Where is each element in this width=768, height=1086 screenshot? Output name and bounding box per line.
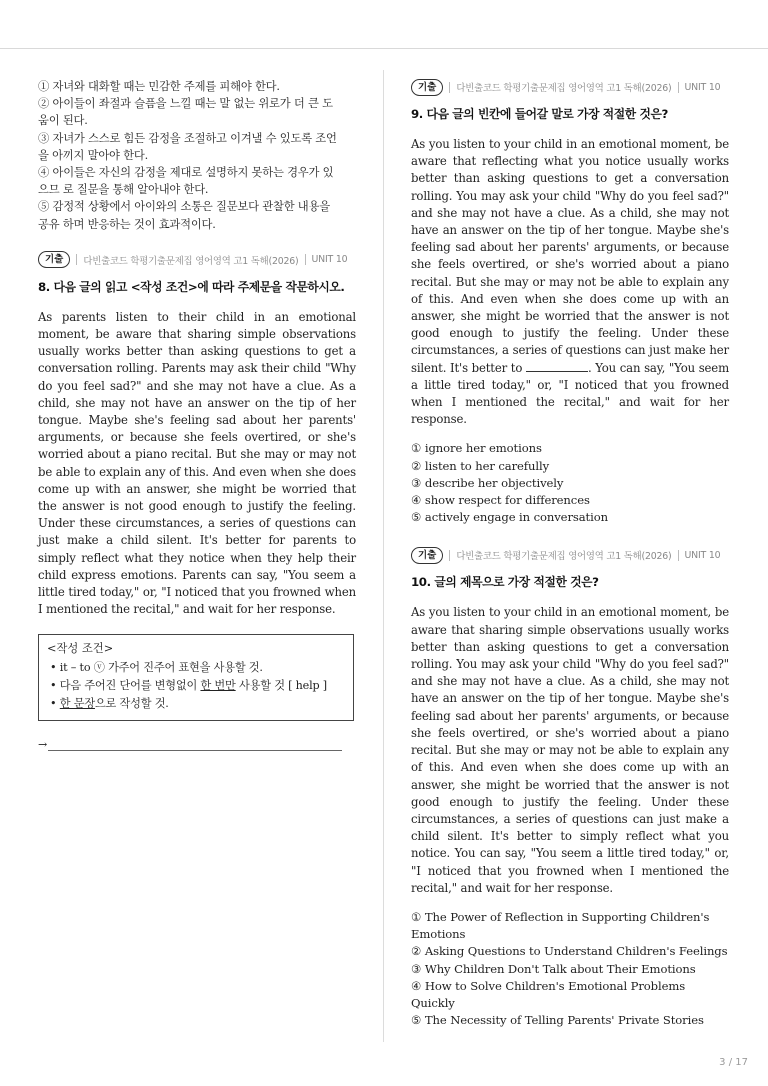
option-line: 을 아끼지 말아야 한다.	[38, 148, 148, 162]
condition-text: • 다음 주어진 단어를 변형없이	[50, 679, 201, 693]
question-title: 9. 다음 글의 빈칸에 들어갈 말로 가장 적절한 것은?	[411, 107, 668, 121]
page-number: 3 / 17	[719, 1057, 748, 1068]
past-exam-badge: 기출	[38, 251, 70, 268]
source-text: 다빈출코드 학평기출문제집 영어영역 고1 독해(2026)	[456, 551, 672, 563]
past-exam-badge: 기출	[411, 79, 443, 96]
option-line: ⑤ 감정적 상황에서 아이와의 소통은 질문보다 관찰한 내용을	[38, 200, 330, 214]
option-line: ② 아이들이 좌절과 슬픔을 느낄 때는 말 없는 위로가 더 큰 도	[38, 97, 333, 111]
past-exam-badge: 기출	[411, 547, 443, 564]
passage-text: . You can say, "You seem a little tired today," or, "I noticed that you frowned when I mentioned the recital," and wait for her response.	[411, 360, 730, 427]
condition-text: 사용할 것 [ help ]	[235, 679, 327, 693]
answer-option[interactable]: ④ How to Solve Children's Emotional Problems Quickly	[411, 978, 686, 1010]
source-line	[411, 78, 729, 96]
separator	[76, 254, 77, 265]
condition-underlined: 한 문장	[59, 697, 95, 711]
writing-conditions-box	[38, 634, 354, 721]
answer-option[interactable]: ② listen to her carefully	[411, 458, 550, 473]
source-line	[411, 546, 729, 564]
question-8	[38, 251, 356, 752]
separator	[305, 254, 306, 265]
condition-text: 으로 작성할 것.	[94, 697, 169, 711]
separator	[449, 82, 450, 93]
unit-label: UNIT 10	[684, 549, 721, 561]
column-divider	[383, 70, 384, 1042]
option-line: ④ 아이들은 자신의 감정을 제대로 설명하지 못하는 경우가 있	[38, 166, 334, 180]
condition-underlined: 한 번만	[200, 679, 236, 693]
answer-option[interactable]: ⑤ actively engage in conversation	[411, 510, 608, 525]
condition-text: •	[50, 697, 60, 711]
unit-label: UNIT 10	[684, 81, 721, 93]
arrow-icon: →	[38, 738, 48, 752]
separator	[678, 550, 679, 561]
answer-blank[interactable]	[48, 740, 342, 751]
source-text: 다빈출코드 학평기출문제집 영어영역 고1 독해(2026)	[456, 83, 672, 94]
separator	[449, 550, 450, 561]
question-9	[411, 78, 729, 526]
previous-question-options	[38, 78, 356, 233]
option-line: ③ 자녀가 스스로 힘든 감정을 조절하고 이겨낼 수 있도록 조언	[38, 131, 337, 145]
question-title: 8. 다음 글의 읽고 <작성 조건>에 따라 주제문을 작문하시오.	[38, 279, 345, 294]
passage-text: As you listen to your child in an emotional moment, be aware that reflecting what you notice usually works better than asking questions to get a conversation rolling. You may ask your child "Why do you feel sad?" and she may not have a clue. As a child, she may not have an answer on the tip of her tongue. Maybe she's feeling sad about her parents' arguments, or because she feels overtired, or she's worried about a piano recital. But she may or may not be able to explain any of this. And even when she does come up with an answer, she might be worried that the answer is not good enough to justify the feeling. Under these circumstances, a series of questions can just make her silent. It's better to	[411, 137, 729, 375]
answer-options	[411, 440, 729, 526]
conditions-title: <작성 조건>	[47, 642, 114, 656]
blank-line	[526, 360, 588, 372]
condition-item	[47, 695, 345, 713]
question-passage	[411, 136, 729, 428]
answer-option[interactable]: ① ignore her emotions	[411, 441, 542, 456]
option-line: 공유 하며 반응하는 것이 효과적이다.	[38, 217, 216, 231]
option-line: 움이 된다.	[38, 114, 88, 128]
question-title: 10. 글의 제목으로 가장 적절한 것은?	[411, 575, 599, 590]
answer-line[interactable]	[38, 739, 356, 751]
answer-option[interactable]: ① The Power of Reflection in Supporting Children's Emotions	[411, 909, 710, 942]
option-line: ① 자녀와 대화할 때는 민감한 주제를 피해야 한다.	[38, 80, 280, 93]
answer-options	[411, 909, 729, 1029]
condition-item	[47, 677, 345, 695]
question-10	[411, 546, 729, 1029]
option-line: 으므 로 질문을 통해 알아내야 한다.	[38, 183, 209, 197]
answer-option[interactable]: ⑤ The Necessity of Telling Parents' Private Stories	[411, 1013, 704, 1028]
unit-label: UNIT 10	[311, 254, 348, 266]
condition-item: • it – to ⓥ 가주어 진주어 표현을 사용할 것.	[50, 661, 263, 675]
answer-option[interactable]: ③ Why Children Don't Talk about Their Emotions	[411, 961, 696, 976]
separator	[678, 82, 679, 93]
header-rule	[0, 48, 768, 49]
answer-option[interactable]: ④ show respect for differences	[411, 493, 590, 508]
left-column	[38, 78, 356, 751]
answer-option[interactable]: ③ describe her objectively	[411, 475, 564, 490]
question-passage: As you listen to your child in an emotional moment, be aware that sharing simple observations usually works better than asking questions to get a conversation rolling. You may ask your child "Why do you feel sad?" and she may not have a clue. As a child, she may not have an answer on the tip of her tongue. Maybe she's feeling sad about her parents' arguments, or because she feels overtired, or she's worried about a piano recital. But she may or may not be able to explain any of this. And even when she does come up with an answer, she might be worried that the answer is not good enough to justify the feeling. Under these circumstances, a series of questions can just make a child silent. It's better to simply reflect what you notice. You can say, "You seem a little tired today," or, "I noticed that you frowned when I mentioned the recital," and wait for her response.	[411, 605, 729, 895]
question-passage: As parents listen to their child in an emotional moment, be aware that sharing simple observations usually works better than asking questions to get a conversation rolling. Parents may ask their child "Why do you feel sad?" and she may not have a clue. As a child, she may not have an answer on the tip of her tongue. Maybe she's feeling sad about her parents' arguments, or because she feels overtired, or she's worried about a piano recital. But she may or may not be able to explain any of this. And even when she does come up with an answer, she might be worried that the answer is not good enough to justify the feeling. Under these circumstances, a series of questions can just make a child silent. It's better for parents to simply reflect what they notice when they help their child express emotions. Parents can say, "You seem a little tired today," or, "I noticed that you frowned when I mentioned the recital," and wait for her response.	[38, 309, 356, 617]
answer-option[interactable]: ② Asking Questions to Understand Children's Feelings	[411, 944, 728, 959]
source-line	[38, 251, 356, 269]
source-text: 다빈출코드 학평기출문제집 영어영역 고1 독해(2026)	[83, 255, 299, 267]
right-column	[411, 78, 729, 1029]
